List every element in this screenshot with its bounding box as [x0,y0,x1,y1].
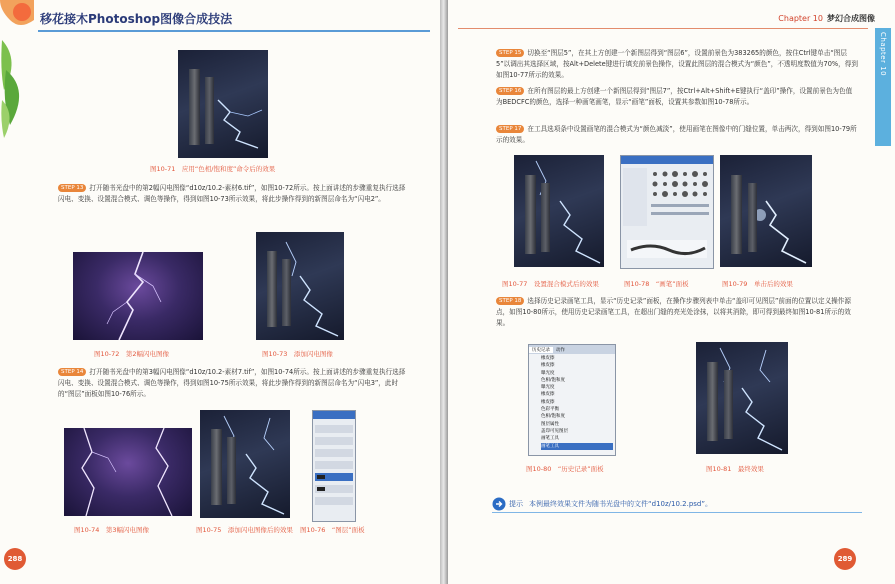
history-item[interactable]: 图层属性 [541,421,559,427]
caption-fig-10-74: 图10-74 第3幅闪电图像 [74,526,150,534]
history-list [529,354,615,450]
tip-box [492,497,712,511]
left-page [0,0,440,584]
book-gutter [440,0,448,584]
header-divider [38,30,430,32]
chapter-title: 梦幻合成图像 [827,14,875,23]
history-item[interactable]: 橡皮擦 [541,356,555,361]
step-badge: STEP 13 [58,184,86,192]
tip-text: 本例最终效果文件为随书光盘中的文件“d10z/10.2.psd”。 [529,500,712,508]
paragraph-text: 打开随书光盘中的第3幅闪电图像“d10z/10.2-素材7.tif”，如图10-74所示。按上面讲述的步骤重复执行选择闪电、变换、设置混合模式、调色等操作，得到如图10-75所示效果，将此步操作得到的新图层命名为“闪电3”，此时的“图层”面板如图10-76所示。 [58,368,406,398]
paragraph-step-17 [496,124,858,146]
paragraph-step-18 [496,296,858,329]
panel-titlebar [313,411,355,419]
tip-label: 提示 [509,500,523,508]
decorative-flower-icon [0,0,34,140]
step-badge: STEP 16 [496,87,524,95]
lightning-icon [178,50,268,158]
tip-divider [492,512,862,513]
lightning-icon [64,428,192,516]
paragraph-text: 在工具选项条中设置画笔的混合模式为“颜色减淡”，使用画笔在图像中的门缝位置，单击两次，得到如图10-79所示的效果。 [496,125,857,144]
figure-10-77-image [514,155,604,267]
caption-fig-10-78: 图10-78 “画笔”面板 [624,280,689,288]
figure-10-72-image [73,252,203,340]
history-item[interactable]: 色相/饱和度 [541,377,566,383]
figure-10-73-image [256,232,344,340]
paragraph-text: 切换至“图层5”，在其上方创建一个新图层得到“图层6”，设置前景色为383265的颜色，按住Ctrl键单击“图层5”以调出其选择区域，按Alt+Delete键进行填充前景色操作，设置此图层的混合模式为“颜色”，不透明度数值为70%，得到如图10-77所示的效果。 [496,49,858,79]
paragraph-text: 在所有图层的最上方创建一个新图层得到“图层7”，按Ctrl+Alt+Shift+E键执行“盖印”操作，设置前景色为色值为BEDCFC的颜色，选择一种画笔画笔，显示“画笔”面板，设置其参数如图10-78所示。 [496,87,853,106]
step-badge: STEP 14 [58,368,86,376]
paragraph-step-16 [496,86,858,108]
paragraph-step-13 [58,183,408,205]
lightning-icon [200,410,290,518]
chapter-side-tab: Chapter 10 [875,28,891,146]
paragraph-step-15 [496,48,858,81]
figure-10-81-image [696,342,788,454]
chapter-header [778,13,875,24]
tip-arrow-icon [492,497,506,511]
caption-fig-10-80: 图10-80 “历史记录”面板 [526,465,604,473]
history-item[interactable]: 橡皮擦 [541,392,555,398]
history-item[interactable]: 色相/饱和度 [541,414,566,420]
paragraph-step-14 [58,367,408,400]
figure-10-71-image [178,50,268,158]
history-item[interactable]: 曝光度 [541,370,555,376]
caption-fig-10-77: 图10-77 设置混合模式后的效果 [502,280,599,288]
figure-10-78-brush-panel [620,155,714,269]
caption-fig-10-81: 图10-81 最终效果 [706,465,764,473]
figure-10-75-image [200,410,290,518]
paragraph-text: 打开随书光盘中的第2幅闪电图像“d10z/10.2-素材6.tif”，如图10-72所示。按上面讲述的步骤重复执行选择闪电、变换、设置混合模式、调色等操作，得到如图10-73所示效果，将此步操作得到的新图层命名为“闪电2”。 [58,184,406,203]
figure-10-74-image [64,428,192,516]
figure-10-79-image [720,155,812,267]
step-badge: STEP 15 [496,49,524,57]
lightning-icon [256,232,344,340]
brush-presets-icon [621,164,713,268]
step-badge: STEP 18 [496,297,524,305]
caption-fig-10-75: 图10-75 添加闪电图像后的效果 [196,526,293,534]
caption-fig-10-72: 图10-72 第2幅闪电图像 [94,350,170,358]
caption-fig-10-79: 图10-79 单击后的效果 [722,280,793,288]
history-panel-tabs [529,345,615,354]
history-item[interactable]: 色彩平衡 [541,407,559,413]
figure-10-76-layers-panel [312,410,356,522]
caption-fig-10-76: 图10-76 “图层”面板 [300,526,365,534]
panel-titlebar [621,156,713,164]
lightning-icon [73,252,203,340]
history-item[interactable]: 曝光度 [541,385,555,391]
history-item[interactable]: 橡皮擦 [541,399,555,405]
lightning-icon [720,155,812,267]
page-number: 289 [834,548,856,570]
tab-history[interactable]: 历史记录 [529,347,553,353]
history-item[interactable]: 橡皮擦 [541,363,555,369]
page-number: 288 [4,548,26,570]
figure-10-80-history-panel [528,344,616,456]
layers-list-icon [313,419,355,519]
lightning-icon [514,155,604,267]
header-divider [458,28,868,29]
history-item[interactable]: 画笔工具 [541,443,613,450]
tab-actions[interactable]: 动作 [556,347,565,353]
lightning-icon [696,342,788,454]
paragraph-text: 选择历史记录画笔工具，显示“历史记录”面板，在操作步骤列表中单击“盖印可见图层”前面的位置以定义操作源点，如图10-80所示，使用历史记录画笔工具，在超出门缝的亮光处涂抹，以将其消除，即可得到最终如图10-81所示的效果。 [496,297,851,327]
history-item[interactable]: 盖印可见图层 [541,428,568,434]
chapter-label: Chapter 10 [778,14,823,23]
history-item[interactable]: 画笔工具 [541,436,559,442]
caption-fig-10-73: 图10-73 添加闪电图像 [262,350,333,358]
page-header-title: 移花接木Photoshop图像合成技法 [40,12,233,26]
caption-fig-10-71: 图10-71 应用“色相/饱和度”命令后的效果 [150,165,276,173]
right-page [448,0,895,584]
step-badge: STEP 17 [496,125,524,133]
